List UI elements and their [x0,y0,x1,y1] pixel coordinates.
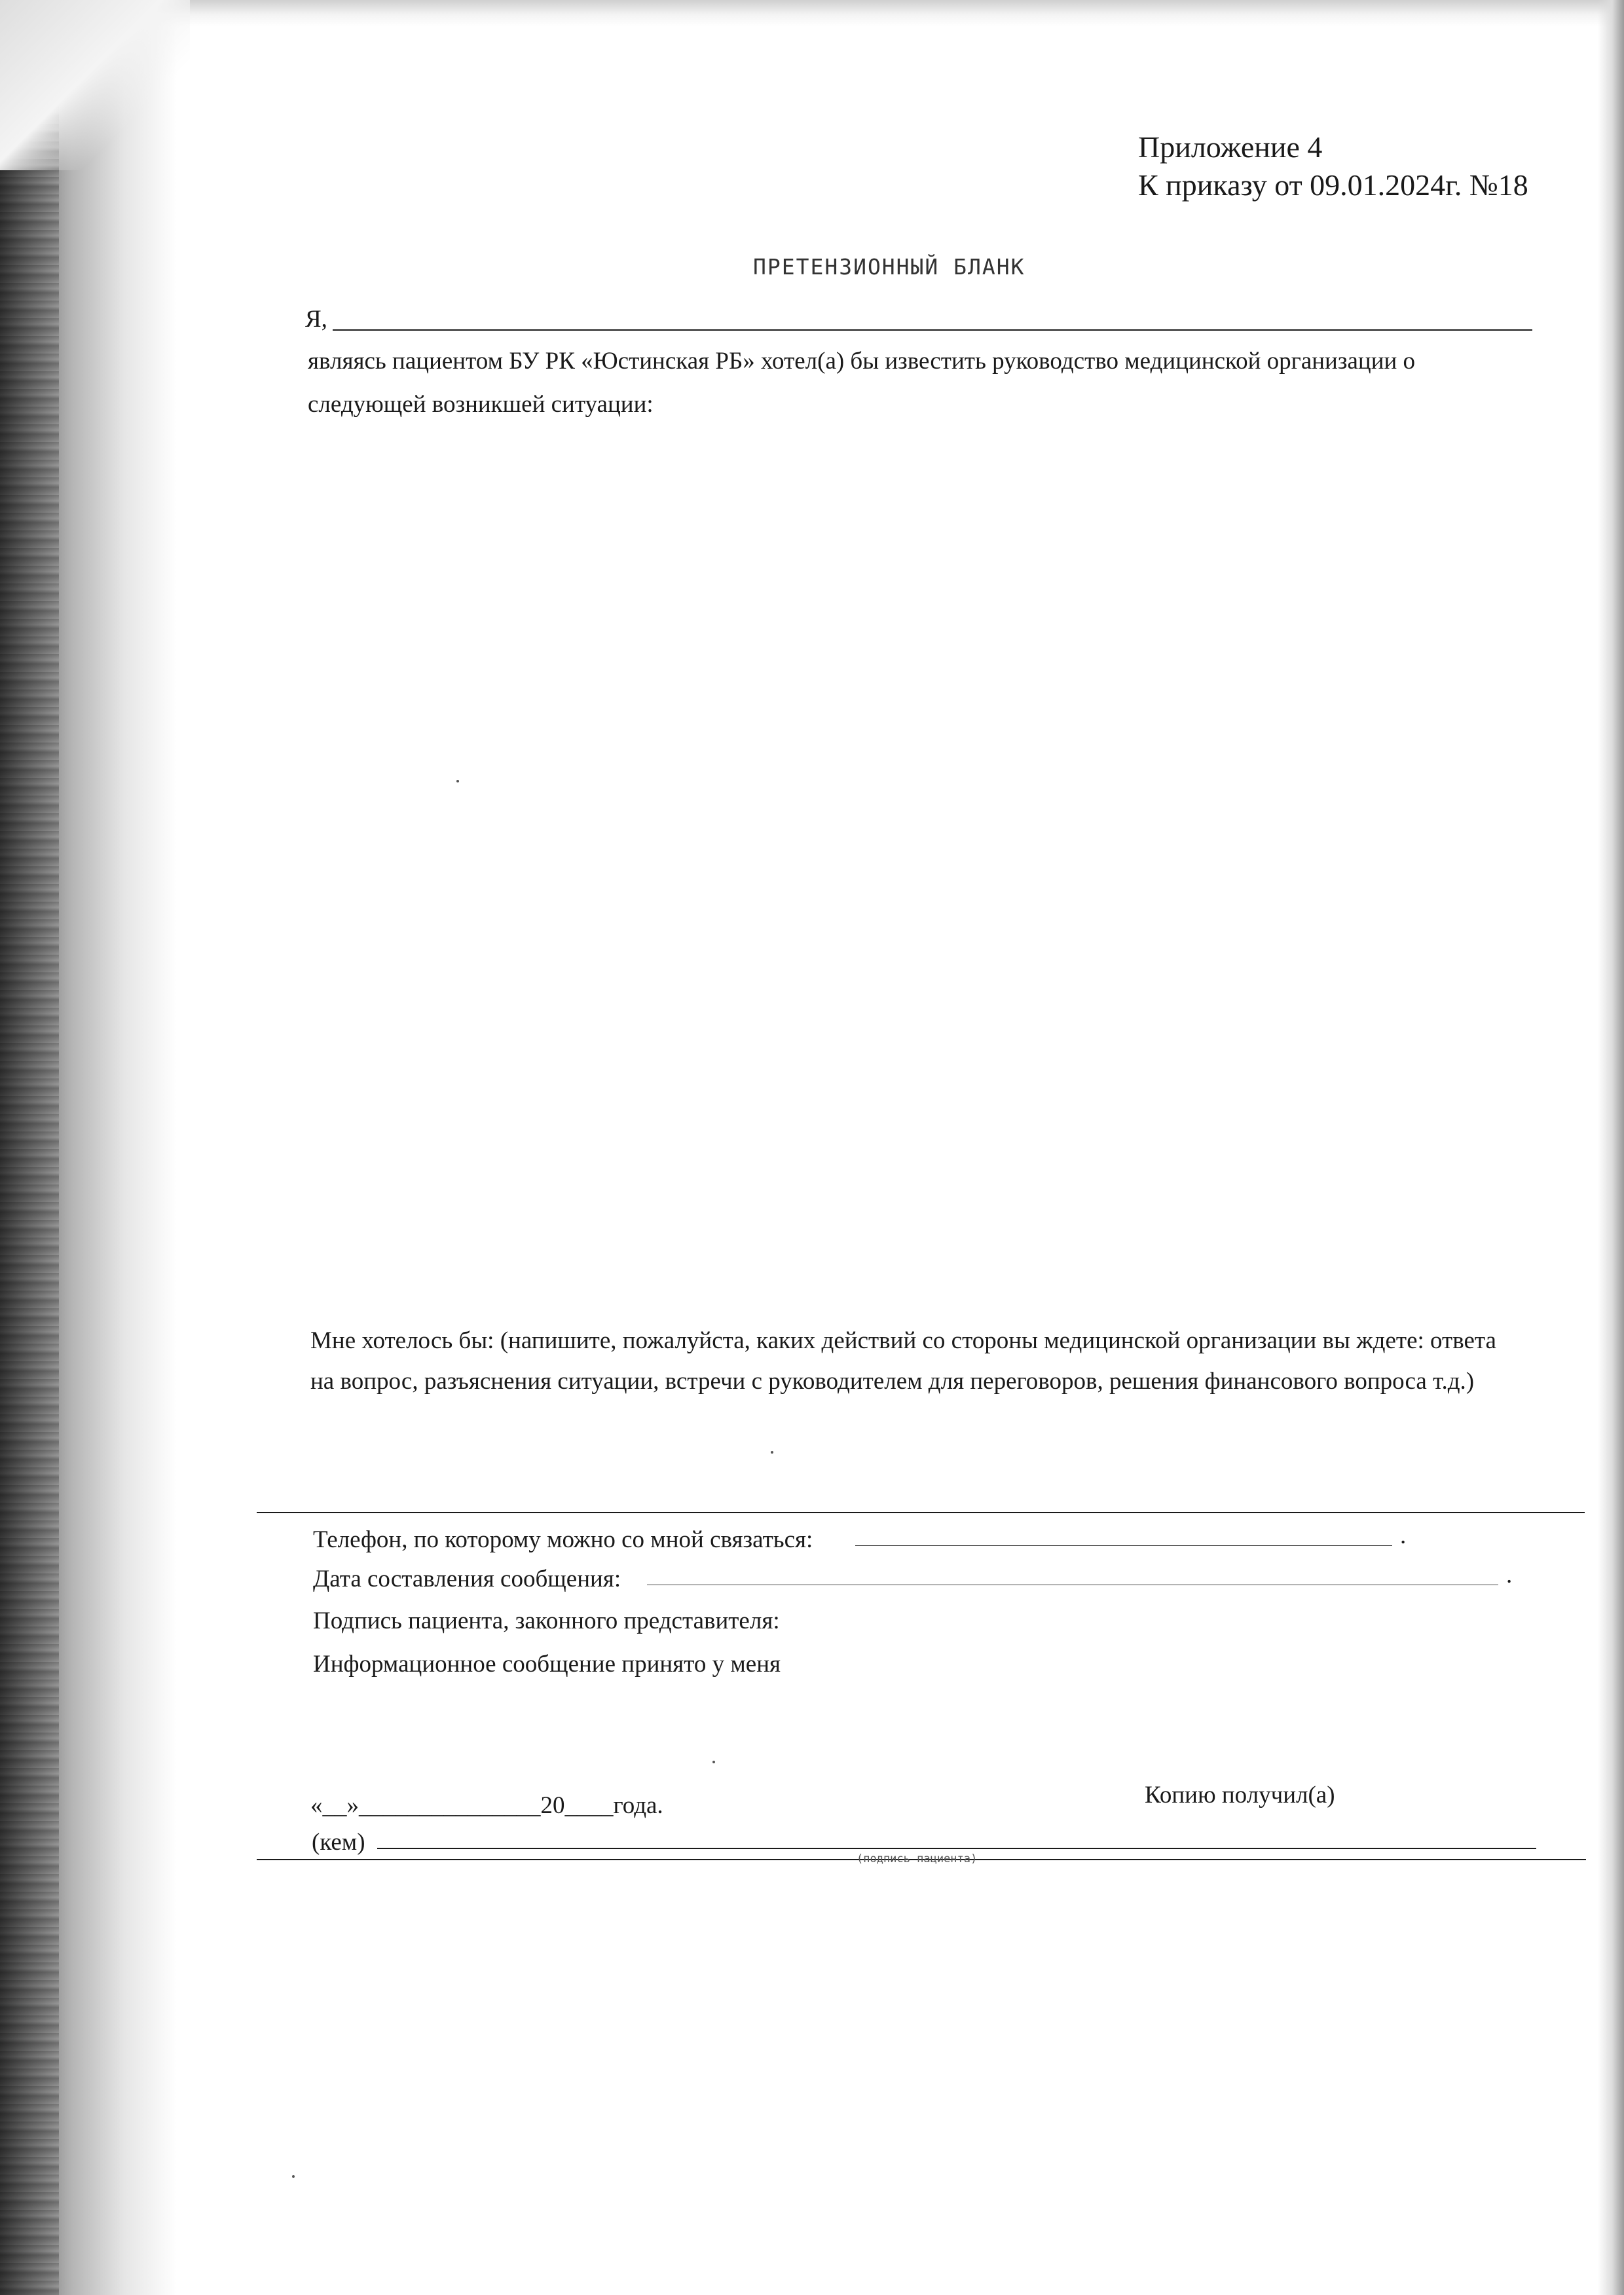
phone-label: Телефон, по которому можно со мной связаться: [313,1526,813,1553]
date-label: Дата составления сообщения: [313,1566,621,1592]
appendix-number: Приложение 4 [1138,130,1323,164]
wish-text-line1: Мне хотелось бы: (напишите, пожалуйста, каких действий со стороны медицинской организации вы ждете: ответа [310,1327,1496,1354]
accepted-label: Информационное сообщение принято у меня [313,1651,781,1678]
scan-speck [292,2175,295,2178]
patient-signature-caption: (подпись пациента) [857,1852,978,1865]
form-title: ПРЕТЕНЗИОННЫЙ БЛАНК [753,254,1025,280]
answer-line [257,1512,1585,1513]
appendix-order-ref: К приказу от 09.01.2024г. №18 [1138,168,1528,202]
scan-shadow-right [1598,0,1624,2295]
signature-label: Подпись пациента, законного представителя: [313,1607,780,1634]
page-corner-fold [0,0,190,170]
wish-text-line2: на вопрос, разъяснения ситуации, встречи с руководителем для переговоров, решения финансового вопроса т.д.) [310,1368,1475,1395]
by-whom-label: (кем) [312,1829,365,1856]
name-prefix: Я, [305,306,327,333]
appendix-header [1138,128,1528,204]
date-line-end: . [1506,1562,1513,1588]
scan-speck [771,1451,773,1454]
scan-speck [712,1761,715,1763]
phone-line [855,1545,1392,1546]
phone-line-end: . [1400,1522,1407,1549]
scan-speck [456,780,459,782]
copy-received-label: Копию получил(а) [1145,1782,1335,1808]
intro-text-line1: являясь пациентом БУ РК «Юстинская РБ» хотел(а) бы известить руководство медицинской организации о [308,348,1416,375]
by-whom-line [377,1848,1536,1849]
scan-edge-noise [0,0,59,2295]
name-line [333,329,1532,331]
scan-shadow-top [0,0,1624,26]
date-stub: «__»_______________20____года. [310,1792,663,1819]
intro-text-line2: следующей возникшей ситуации: [308,391,654,418]
